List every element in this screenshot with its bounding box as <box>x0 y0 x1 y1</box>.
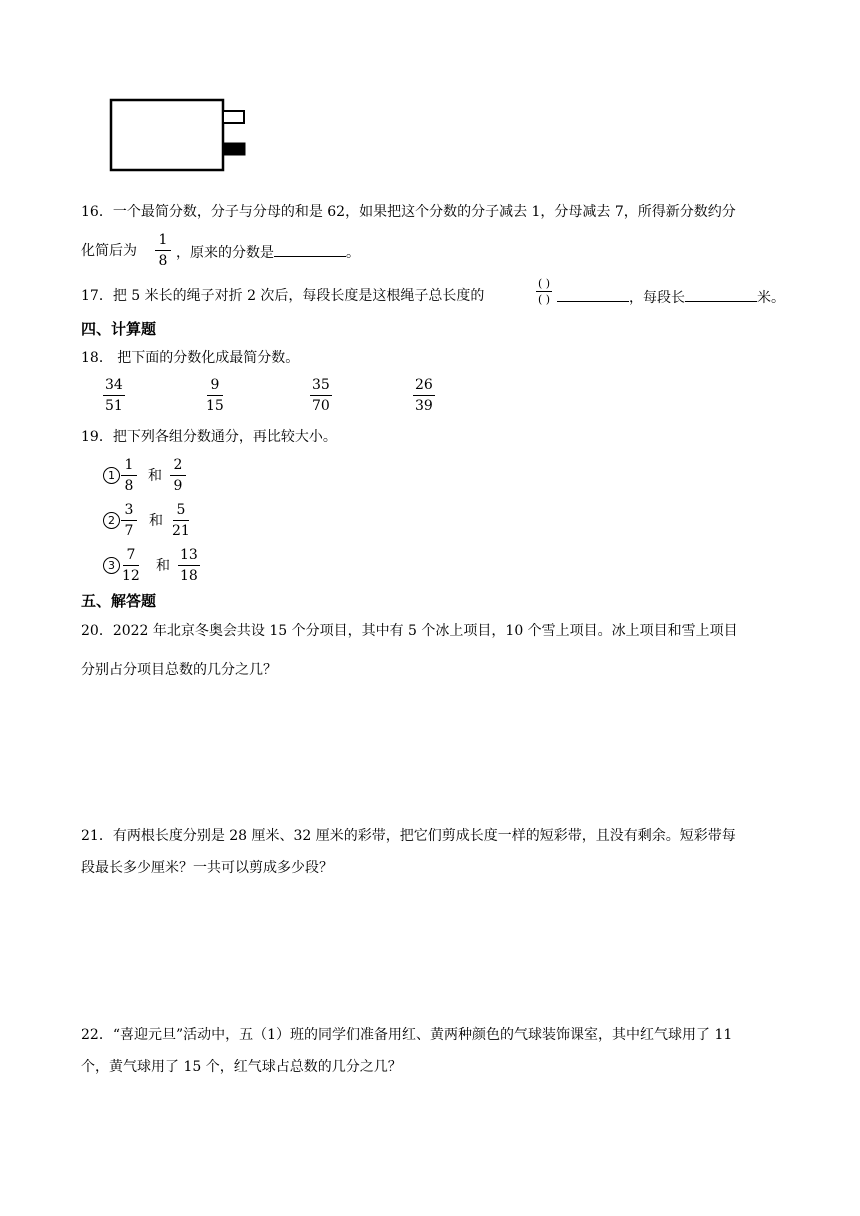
q18-f4-num: 26 <box>413 377 435 396</box>
q19-mark-3: 3 <box>103 557 120 574</box>
q19-text: 19．把下列各组分数通分，再比较大小。 <box>81 429 337 445</box>
q19-g2-a <box>121 502 137 540</box>
q16-answer-blank[interactable] <box>274 242 346 257</box>
q19-g3-b <box>178 547 200 585</box>
q18-f1-num: 34 <box>103 377 125 396</box>
q19-g3-b-num: 13 <box>178 547 200 566</box>
q17-blank-1[interactable] <box>557 287 629 302</box>
q19-g3-conj: 和 <box>156 558 170 574</box>
q18-f3-den: 70 <box>312 398 330 414</box>
q18-f2-num: 9 <box>207 377 223 396</box>
q19-g2-a-den: 7 <box>124 523 134 539</box>
q19-g3-a <box>122 547 140 585</box>
q16-line2-post <box>176 242 360 262</box>
q19-g1-b-num: 2 <box>170 457 186 476</box>
q18-f1-den: 51 <box>105 398 123 414</box>
q18-f4-den: 39 <box>415 398 433 414</box>
q17-frac-den: ( ) <box>538 293 551 306</box>
q19-mark-2: 2 <box>103 512 120 529</box>
battery-tab-white <box>223 111 244 123</box>
q19-g1-b-den: 9 <box>173 478 183 494</box>
q20-line2: 分别占分项目总数的几分之几？ <box>81 662 277 678</box>
section5-heading: 五、解答题 <box>81 592 157 610</box>
q16-line2-pre: 化简后为 <box>81 243 137 259</box>
q16-frac-den: 8 <box>158 253 168 269</box>
q20-line1: 20．2022 年北京冬奥会共设 15 个分项目，其中有 5 个冰上项目，10 个雪上项目。冰上项目和雪上项目 <box>81 623 738 639</box>
q19-mark-1: 1 <box>103 467 120 484</box>
q19-g3-a-num: 7 <box>123 547 139 566</box>
q22-line1: 22．“喜迎元旦”活动中，五（1）班的同学们准备用红、黄两种颜色的气球装饰课室，其中红气球用了 11 <box>81 1027 733 1043</box>
q17-frac-num: ( ) <box>538 277 551 290</box>
q16-end: 。 <box>346 245 360 261</box>
q17-rest <box>557 287 785 307</box>
q18-fraction-2 <box>206 377 224 415</box>
q17-fraction <box>536 278 552 306</box>
q18-fraction-4 <box>413 377 435 415</box>
battery-figure <box>104 96 254 176</box>
q18-f2-den: 15 <box>206 398 224 414</box>
q18-text: 18． 把下面的分数化成最简分数。 <box>81 350 300 366</box>
q19-g3-b-den: 18 <box>180 568 198 584</box>
q19-g1-b <box>170 457 186 495</box>
q21-line1: 21．有两根长度分别是 28 厘米、32 厘米的彩带，把它们剪成长度一样的短彩带，且没有剩余。短彩带每 <box>81 828 736 844</box>
q18-fraction-1 <box>103 377 125 415</box>
q21-line2: 段最长多少厘米？一共可以剪成多少段？ <box>81 860 333 876</box>
q19-g2-a-num: 3 <box>121 502 137 521</box>
battery-tab-black <box>223 143 245 155</box>
q19-g1-conj: 和 <box>148 468 162 484</box>
q18-f3-num: 35 <box>310 377 332 396</box>
q19-g2-b <box>172 502 190 540</box>
q22-line2: 个，黄气球用了 15 个，红气球占总数的几分之几？ <box>81 1059 402 1075</box>
q17-mid: ，每段长 <box>629 290 685 306</box>
section4-heading: 四、计算题 <box>81 320 157 338</box>
q18-fraction-3 <box>310 377 332 415</box>
q17-pre: 17．把 5 米长的绳子对折 2 次后，每段长度是这根绳子总长度的 <box>81 288 485 304</box>
q17-blank-2[interactable] <box>685 287 757 302</box>
q19-g1-a-num: 1 <box>121 457 137 476</box>
q19-g1-a-den: 8 <box>124 478 134 494</box>
q19-g2-b-num: 5 <box>173 502 189 521</box>
q16-post-text: ，原来的分数是 <box>176 245 274 261</box>
battery-body <box>111 100 223 170</box>
q16-line1: 16．一个最简分数，分子与分母的和是 62，如果把这个分数的分子减去 1，分母减去 7，所得新分数约分 <box>81 204 736 220</box>
q19-g2-b-den: 21 <box>172 523 190 539</box>
q16-fraction <box>155 232 171 270</box>
q19-g3-a-den: 12 <box>122 568 140 584</box>
q16-frac-num: 1 <box>155 232 171 251</box>
q17-end: 米。 <box>757 290 785 306</box>
q19-g1-a <box>121 457 137 495</box>
q19-g2-conj: 和 <box>149 513 163 529</box>
